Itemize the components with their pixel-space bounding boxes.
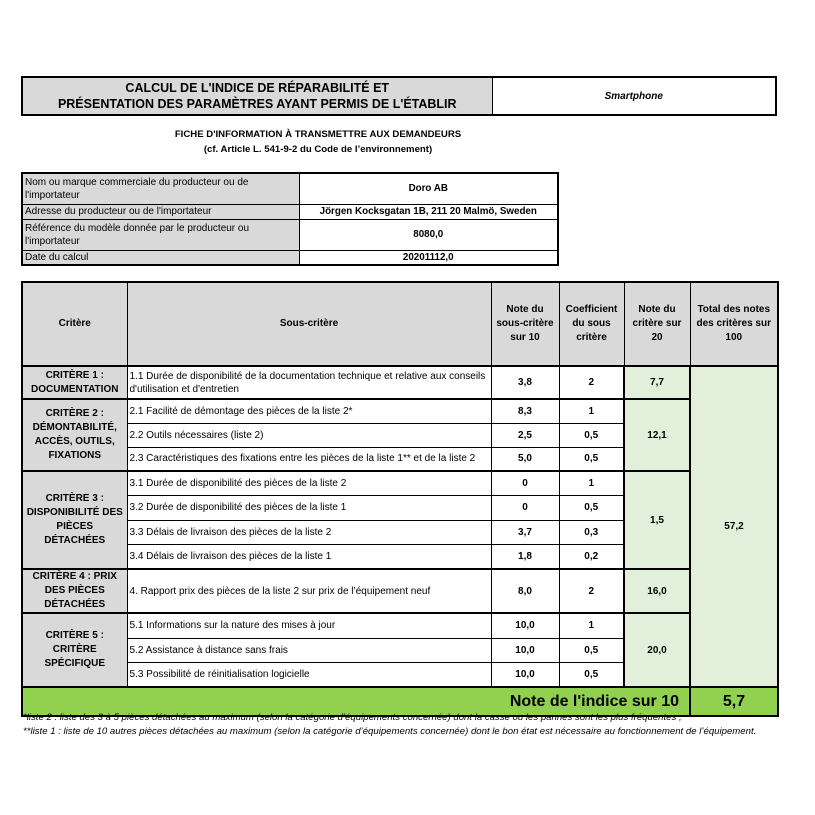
- criterion-4-score: 16,0: [624, 569, 690, 613]
- title-line-1: CALCUL DE L'INDICE DE RÉPARABILITÉ ET: [125, 81, 390, 95]
- criterion-3-score: 1,5: [624, 471, 690, 569]
- info-row: [22, 204, 558, 219]
- header-note-critere: Note du critère sur 20: [624, 282, 690, 366]
- table-row: [22, 399, 778, 423]
- subcriterion-coef: 1: [559, 399, 624, 423]
- subcriterion-label: 5.2 Assistance à distance sans frais: [127, 638, 491, 662]
- subcriterion-note: 8,3: [491, 399, 559, 423]
- subcriterion-note: 0: [491, 495, 559, 520]
- info-label: Nom ou marque commerciale du producteur ou de l'importateur: [22, 173, 299, 204]
- info-value: Jörgen Kocksgatan 1B, 211 20 Malmö, Sweden: [299, 204, 558, 219]
- subcriterion-coef: 0,5: [559, 662, 624, 687]
- footnote-liste-1: **liste 1 : liste de 10 autres pièces détachées au maximum (selon la catégorie d’équipements concernée) dont le bon état est nécessaire au fonctionnement de l’équipement.: [23, 726, 757, 737]
- info-value: 20201112,0: [299, 250, 558, 265]
- subcriterion-coef: 1: [559, 471, 624, 495]
- info-row: [22, 250, 558, 265]
- criterion-1-name: CRITÈRE 1 : DOCUMENTATION: [22, 366, 127, 399]
- subcriterion-coef: 0,5: [559, 423, 624, 447]
- subcriterion-coef: 2: [559, 569, 624, 613]
- subcriterion-note: 10,0: [491, 638, 559, 662]
- subcriterion-coef: 1: [559, 613, 624, 638]
- criterion-2-score: 12,1: [624, 399, 690, 471]
- subcriterion-note: 2,5: [491, 423, 559, 447]
- subcriterion-label: 5.1 Informations sur la nature des mises à jour: [127, 613, 491, 638]
- total-score-100: 57,2: [690, 366, 778, 687]
- final-score-label: Note de l'indice sur 10: [22, 687, 690, 716]
- subcriterion-label: 4. Rapport prix des pièces de la liste 2 sur prix de l’équipement neuf: [127, 569, 491, 613]
- table-header-row: [22, 282, 778, 366]
- footnote-liste-2: *liste 2 : liste des 3 à 5 pièces détachées au maximum (selon la catégorie d’équipements concernée) dont la casse ou les pannes sont les plus fréquentes ;: [23, 712, 682, 723]
- fiche-title: FICHE D'INFORMATION À TRANSMETTRE AUX DEMANDEURS: [174, 129, 462, 140]
- subcriterion-note: 8,0: [491, 569, 559, 613]
- subcriterion-coef: 0,5: [559, 495, 624, 520]
- header-total: Total des notes des critères sur 100: [690, 282, 778, 366]
- subcriterion-label: 3.1 Durée de disponibilité des pièces de la liste 2: [127, 471, 491, 495]
- criterion-4-name: CRITÈRE 4 : PRIX DES PIÈCES DÉTACHÉES: [22, 569, 127, 613]
- document-title: [22, 77, 492, 115]
- fiche-subtitle: (cf. Article L. 541-9-2 du Code de l’environnement): [203, 144, 433, 155]
- subcriterion-label: 3.4 Délais de livraison des pièces de la liste 1: [127, 544, 491, 569]
- info-value: Doro AB: [299, 173, 558, 204]
- info-label: Adresse du producteur ou de l'importateur: [22, 204, 299, 219]
- info-row: [22, 173, 558, 204]
- header-note-sous-critere: Note du sous-critère sur 10: [491, 282, 559, 366]
- subcriterion-coef: 0,5: [559, 447, 624, 471]
- criterion-5-name: CRITÈRE 5 : CRITÈRE SPÉCIFIQUE: [22, 613, 127, 687]
- subcriterion-note: 5,0: [491, 447, 559, 471]
- producer-info-table: [21, 172, 559, 266]
- header-critere: Critère: [22, 282, 127, 366]
- repairability-table: [21, 281, 779, 717]
- title-line-2: PRÉSENTATION DES PARAMÈTRES AYANT PERMIS DE L'ÉTABLIR: [57, 97, 457, 111]
- subcriterion-label: 1.1 Durée de disponibilité de la documentation technique et relative aux conseils d'utilisation et d'entretien: [127, 366, 491, 399]
- subcriterion-coef: 2: [559, 366, 624, 399]
- product-category: Smartphone: [492, 77, 776, 115]
- criterion-3-name: CRITÈRE 3 : DISPONIBILITÉ DES PIÈCES DÉTACHÉES: [22, 471, 127, 569]
- info-row: [22, 219, 558, 250]
- table-row: [22, 471, 778, 495]
- subcriterion-note: 1,8: [491, 544, 559, 569]
- header-sous-critere: Sous-critère: [127, 282, 491, 366]
- subcriterion-coef: 0,5: [559, 638, 624, 662]
- subcriterion-coef: 0,3: [559, 520, 624, 544]
- subcriterion-label: 2.3 Caractéristiques des fixations entre les pièces de la liste 1** et de la liste 2: [127, 447, 491, 471]
- criterion-5-score: 20,0: [624, 613, 690, 687]
- info-label: Date du calcul: [22, 250, 299, 265]
- criterion-2-name: CRITÈRE 2 : DÉMONTABILITÉ, ACCÈS, OUTILS, FIXATIONS: [22, 399, 127, 471]
- subcriterion-label: 5.3 Possibilité de réinitialisation logicielle: [127, 662, 491, 687]
- subcriterion-coef: 0,2: [559, 544, 624, 569]
- header-coefficient: Coefficient du sous critère: [559, 282, 624, 366]
- criterion-1-score: 7,7: [624, 366, 690, 399]
- subcriterion-label: 3.3 Délais de livraison des pièces de la liste 2: [127, 520, 491, 544]
- header-table: [21, 76, 777, 116]
- info-value: 8080,0: [299, 219, 558, 250]
- info-label: Référence du modèle donnée par le producteur ou l'importateur: [22, 219, 299, 250]
- subcriterion-note: 10,0: [491, 613, 559, 638]
- final-score-value: 5,7: [690, 687, 778, 716]
- subcriterion-note: 3,7: [491, 520, 559, 544]
- subcriterion-note: 10,0: [491, 662, 559, 687]
- subcriterion-label: 3.2 Durée de disponibilité des pièces de la liste 1: [127, 495, 491, 520]
- subcriterion-label: 2.2 Outils nécessaires (liste 2): [127, 423, 491, 447]
- table-row: [22, 366, 778, 399]
- table-row: [22, 569, 778, 613]
- table-row: [22, 613, 778, 638]
- subcriterion-note: 3,8: [491, 366, 559, 399]
- subcriterion-label: 2.1 Facilité de démontage des pièces de la liste 2*: [127, 399, 491, 423]
- subcriterion-note: 0: [491, 471, 559, 495]
